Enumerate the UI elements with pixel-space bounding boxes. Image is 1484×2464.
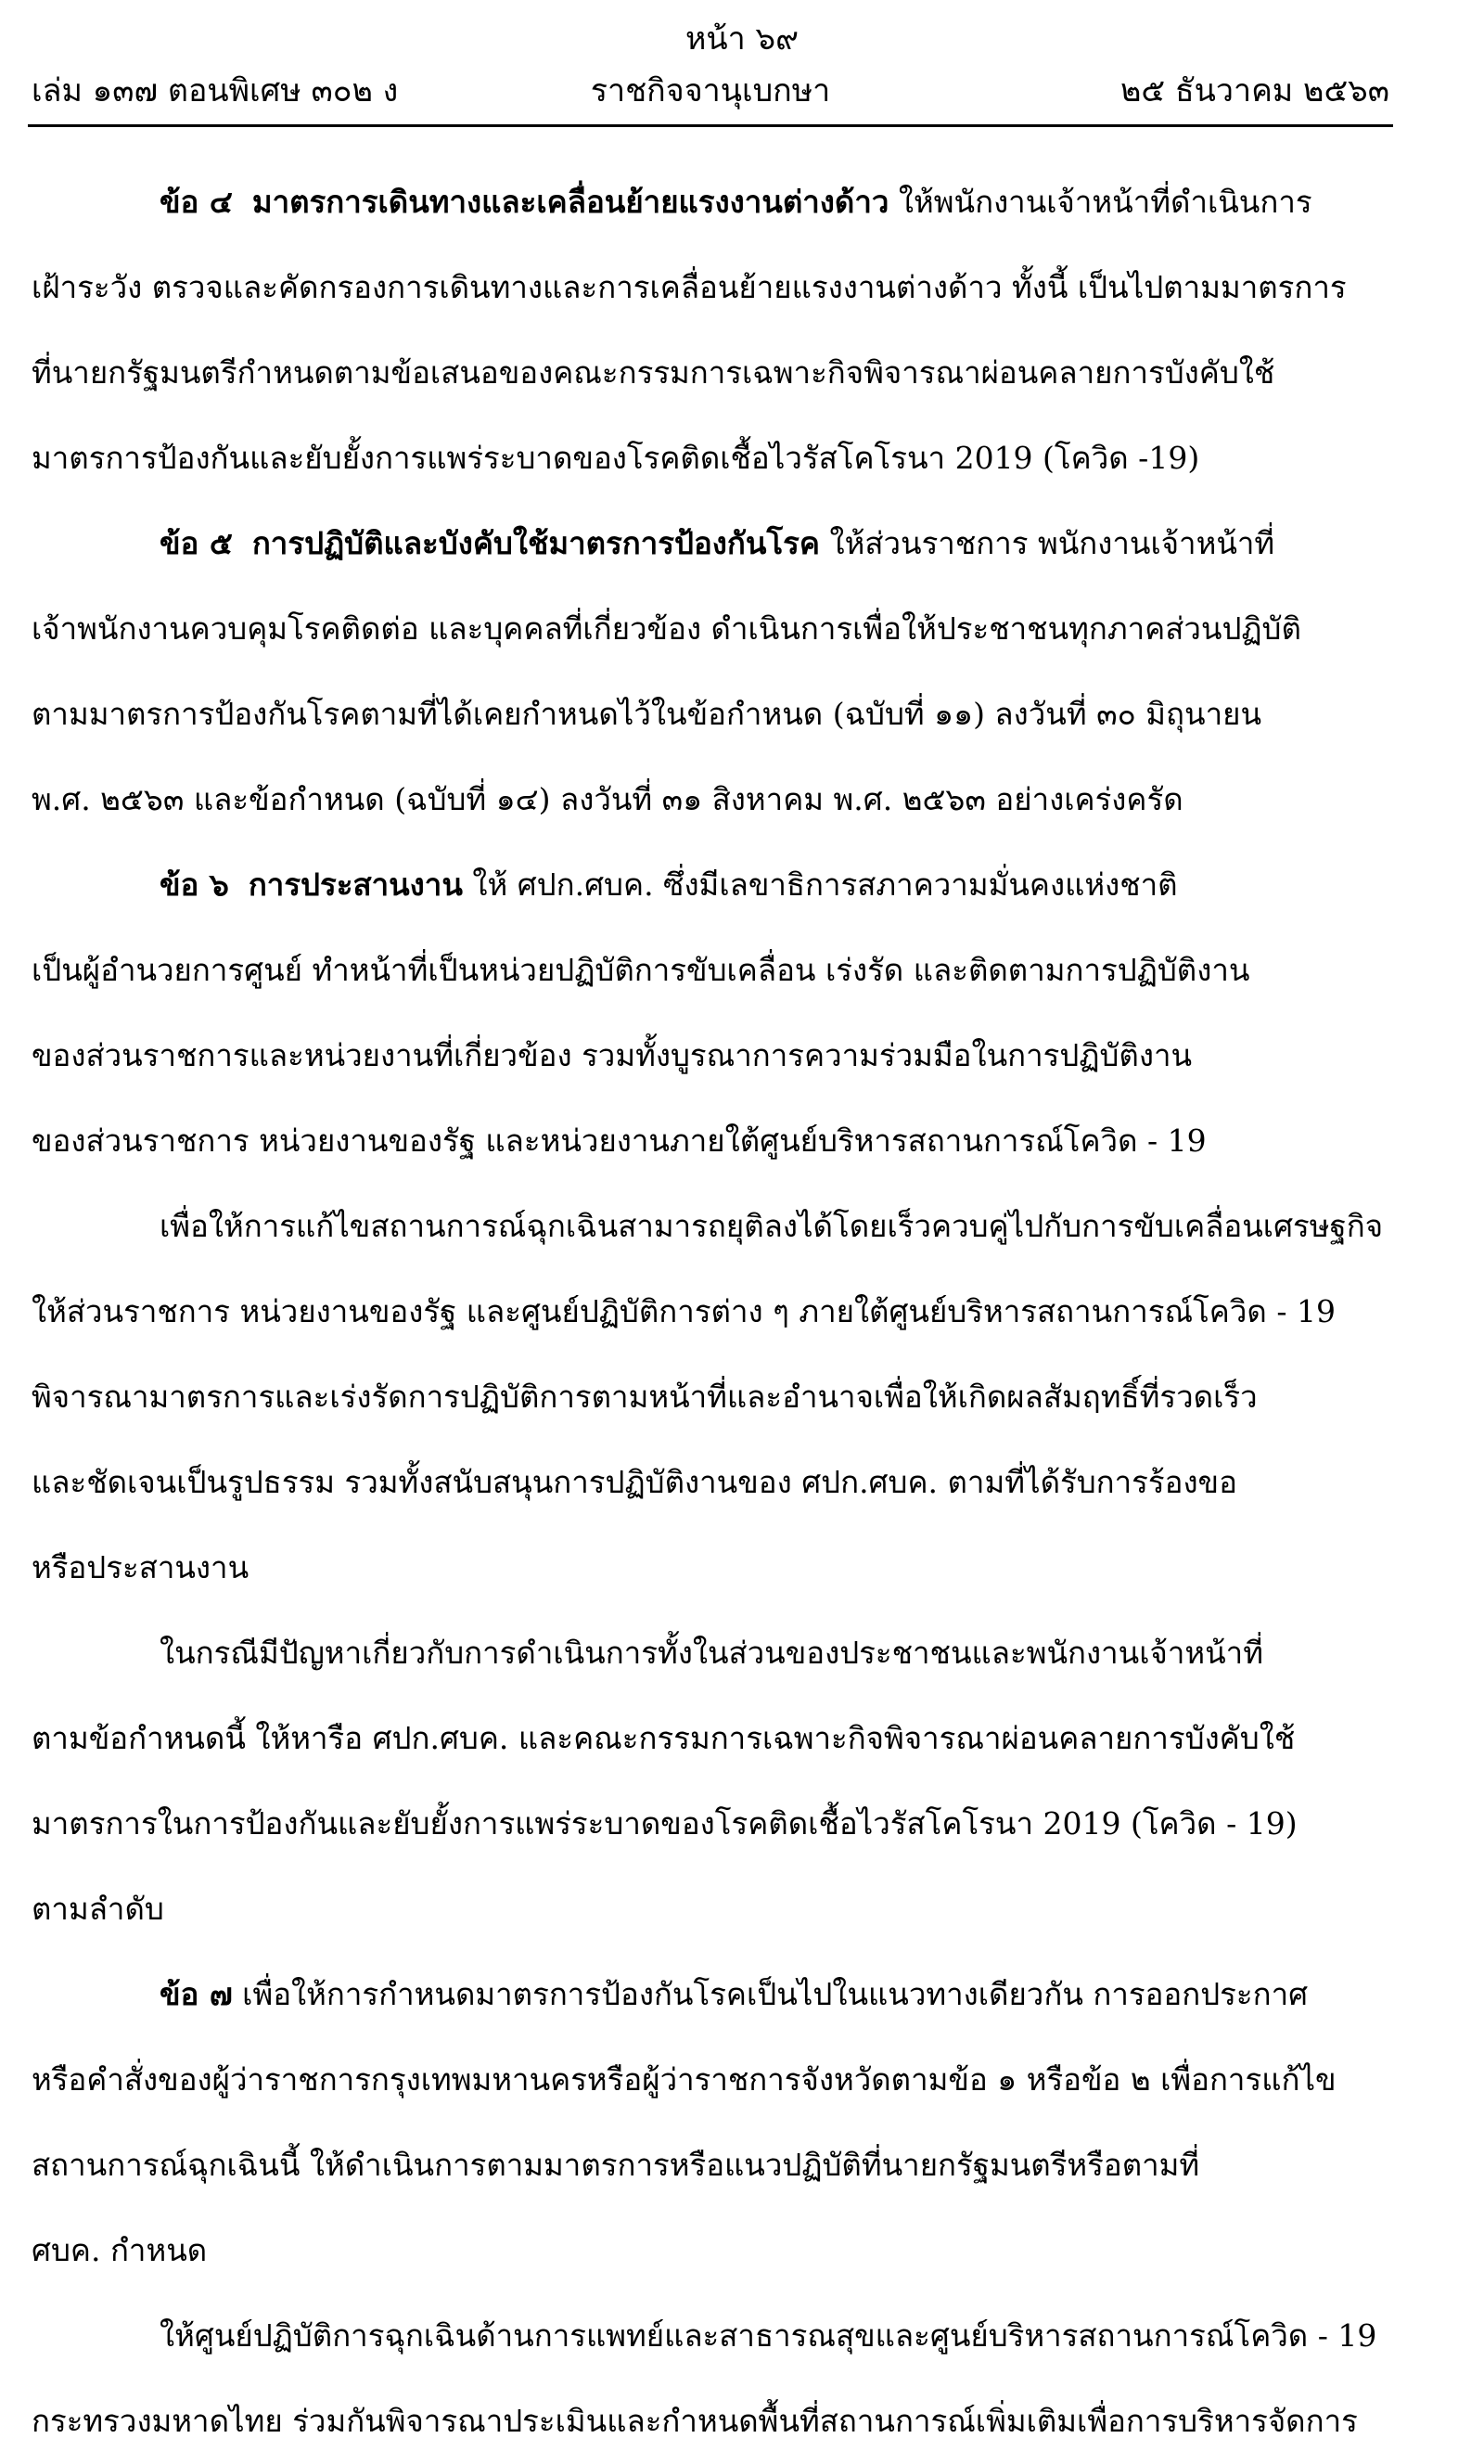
text-line: เจ้าพนักงานควบคุมโรคติดต่อ และบุคคลที่เกี่ยวข้อง ดำเนินการเพื่อให้ประชาชนทุกภาคส่วนปฏิบัติ <box>32 610 1301 647</box>
page-number: หน้า ๖๙ <box>684 20 800 58</box>
text-line <box>32 842 1389 928</box>
clause-7 <box>32 1952 1389 2293</box>
text-line <box>32 501 1389 586</box>
text-line: ตามมาตรการป้องกันโรคตามที่ได้เคยกำหนดไว้ในข้อกำหนด (ฉบับที่ ๑๑) ลงวันที่ ๓๐ มิถุนายน <box>32 696 1262 732</box>
text-line <box>32 1952 1389 2037</box>
text-line: เพื่อให้การแก้ไขสถานการณ์ฉุกเฉินสามารถยุติลงได้โดยเร็วควบคู่ไปกับการขับเคลื่อนเศรษฐกิจ <box>160 1208 1384 1244</box>
document-body <box>32 160 1389 2464</box>
clause-heading: การปฏิบัติและบังคับใช้มาตรการป้องกันโรค <box>251 525 820 561</box>
clause-number: ข้อ ๔ <box>160 184 233 220</box>
text-line: เฝ้าระวัง ตรวจและคัดกรองการเดินทางและการเคลื่อนย้ายแรงงานต่างด้าว ทั้งนี้ เป็นไปตามมาตรการ <box>32 269 1347 305</box>
text-line: ตามลำดับ <box>32 1891 164 1927</box>
clause-heading: การประสานงาน <box>248 866 463 903</box>
text-fragment: ให้พนักงานเจ้าหน้าที่ดำเนินการ <box>889 184 1312 220</box>
gazette-name: ราชกิจจานุเบกษา <box>590 72 831 109</box>
text-line: เป็นผู้อำนวยการศูนย์ ทำหน้าที่เป็นหน่วยปฏิบัติการขับเคลื่อน เร่งรัด และติดตามการปฏิบัติงาน <box>32 952 1250 988</box>
clause-number: ข้อ ๖ <box>160 866 229 903</box>
text-line: มาตรการในการป้องกันและยับยั้งการแพร่ระบาดของโรคติดเชื้อไวรัสโคโรนา 2019 (โควิด - 19) <box>32 1805 1298 1842</box>
text-line: ของส่วนราชการ หน่วยงานของรัฐ และหน่วยงานภายใต้ศูนย์บริหารสถานการณ์โควิด - 19 <box>32 1123 1207 1159</box>
clause-number: ข้อ ๗ <box>160 1976 233 2012</box>
text-line: ตามข้อกำหนดนี้ ให้หารือ ศปก.ศบค. และคณะกรรมการเฉพาะกิจพิจารณาผ่อนคลายการบังคับใช้ <box>32 1720 1296 1756</box>
clause-heading: มาตรการเดินทางและเคลื่อนย้ายแรงงานต่างด้าว <box>251 184 889 220</box>
clause-6 <box>32 842 1389 1184</box>
volume-issue: เล่ม ๑๓๗ ตอนพิเศษ ๓๐๒ ง <box>32 72 399 109</box>
text-line <box>32 160 1389 245</box>
text-line: มาตรการป้องกันและยับยั้งการแพร่ระบาดของโรคติดเชื้อไวรัสโคโรนา 2019 (โควิด -19) <box>32 440 1200 476</box>
text-fragment: เพื่อให้การกำหนดมาตรการป้องกันโรคเป็นไปในแนวทางเดียวกัน การออกประกาศ <box>232 1976 1309 2012</box>
text-line: หรือประสานงาน <box>32 1549 249 1585</box>
publication-date: ๒๕ ธันวาคม ๒๕๖๓ <box>1119 72 1389 109</box>
text-line: ในกรณีมีปัญหาเกี่ยวกับการดำเนินการทั้งในส่วนของประชาชนและพนักงานเจ้าหน้าที่ <box>160 1635 1263 1671</box>
text-line: ของส่วนราชการและหน่วยงานที่เกี่ยวข้อง รวมทั้งบูรณาการความร่วมมือในการปฏิบัติงาน <box>32 1037 1193 1073</box>
text-fragment: ให้ส่วนราชการ พนักงานเจ้าหน้าที่ <box>819 525 1275 561</box>
text-line: สถานการณ์ฉุกเฉินนี้ ให้ดำเนินการตามมาตรการหรือแนวปฏิบัติที่นายกรัฐมนตรีหรือตามที่ <box>32 2147 1200 2183</box>
paragraph-emergency-center <box>32 2293 1389 2464</box>
paragraph-economy <box>32 1184 1389 1611</box>
clause-5 <box>32 501 1389 842</box>
text-line: และชัดเจนเป็นรูปธรรม รวมทั้งสนับสนุนการปฏิบัติงานของ ศปก.ศบค. ตามที่ได้รับการร้องขอ <box>32 1464 1237 1500</box>
clause-4 <box>32 160 1389 501</box>
gazette-header <box>32 71 1389 115</box>
text-line: กระทรวงมหาดไทย ร่วมกันพิจารณาประเมินและกำหนดพื้นที่สถานการณ์เพิ่มเติมเพื่อการบริหารจัดการ <box>32 2403 1358 2439</box>
text-line: ให้ศูนย์ปฏิบัติการฉุกเฉินด้านการแพทย์และสาธารณสุขและศูนย์บริหารสถานการณ์โควิด - 19 <box>160 2317 1377 2354</box>
text-line: พ.ศ. ๒๕๖๓ และข้อกำหนด (ฉบับที่ ๑๔) ลงวันที่ ๓๑ สิงหาคม พ.ศ. ๒๕๖๓ อย่างเคร่งครัด <box>32 781 1183 817</box>
header-divider <box>28 124 1393 127</box>
text-fragment: ให้ ศปก.ศบค. ซึ่งมีเลขาธิการสภาความมั่นคงแห่งชาติ <box>462 866 1178 903</box>
clause-number: ข้อ ๕ <box>160 525 233 561</box>
text-line: ที่นายกรัฐมนตรีกำหนดตามข้อเสนอของคณะกรรมการเฉพาะกิจพิจารณาผ่อนคลายการบังคับใช้ <box>32 354 1275 391</box>
text-line: พิจารณามาตรการและเร่งรัดการปฏิบัติการตามหน้าที่และอำนาจเพื่อให้เกิดผลสัมฤทธิ์ที่รวดเร็ว <box>32 1379 1258 1415</box>
text-line: หรือคำสั่งของผู้ว่าราชการกรุงเทพมหานครหรือผู้ว่าราชการจังหวัดตามข้อ ๑ หรือข้อ ๒ เพื่อการแก้ไข <box>32 2061 1337 2098</box>
text-line: ให้ส่วนราชการ หน่วยงานของรัฐ และศูนย์ปฏิบัติการต่าง ๆ ภายใต้ศูนย์บริหารสถานการณ์โควิด - 19 <box>32 1293 1336 1329</box>
paragraph-problems <box>32 1611 1389 1952</box>
text-line: ศบค. กำหนด <box>32 2232 208 2268</box>
